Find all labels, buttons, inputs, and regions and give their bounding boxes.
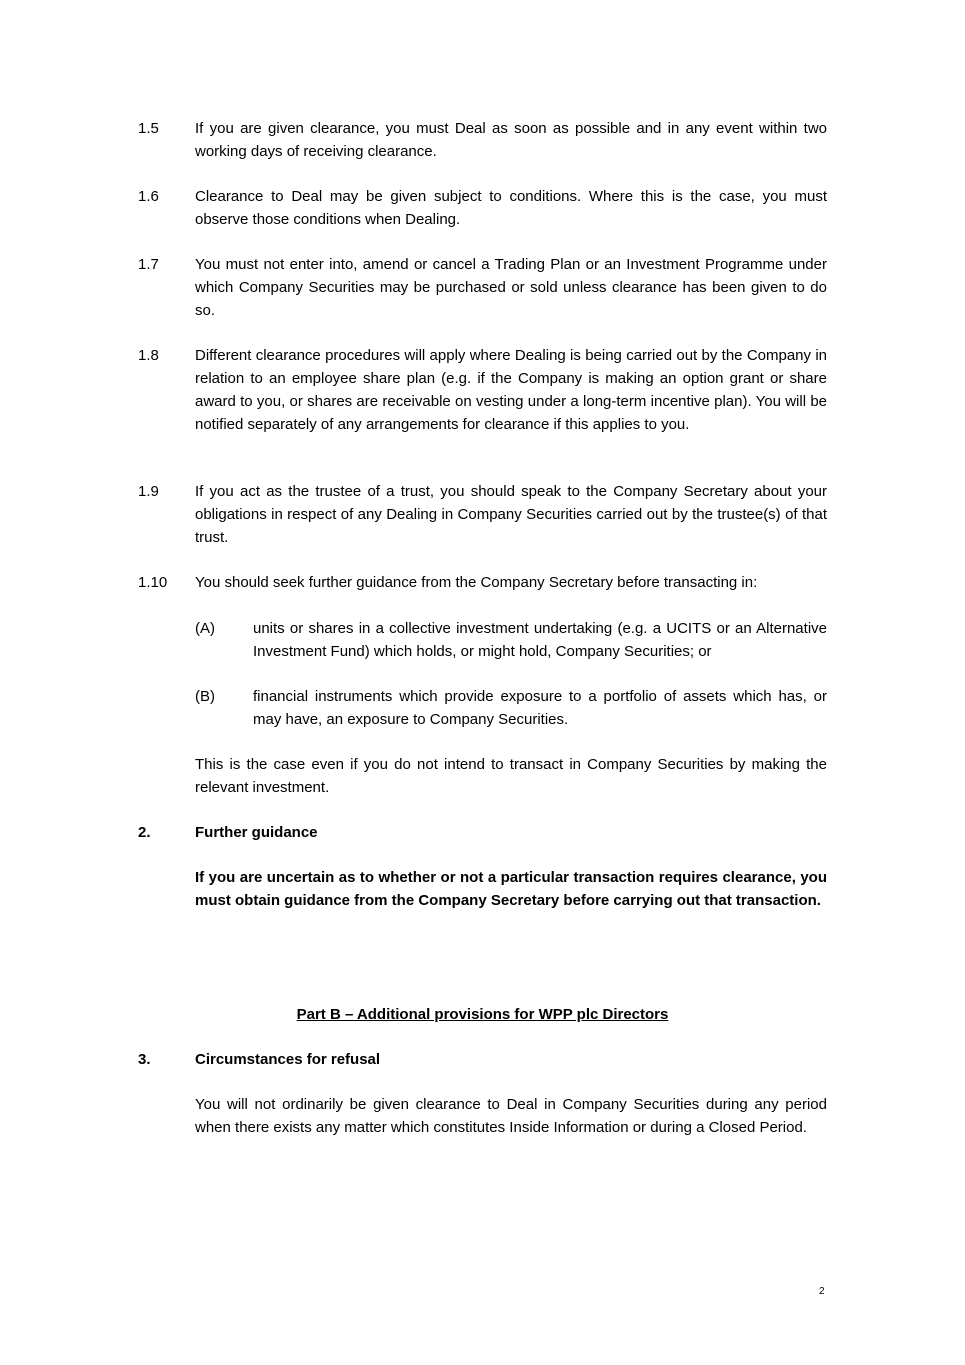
clause-1-10-closing: This is the case even if you do not intend to transact in Company Securities by making the relevant investment. xyxy=(195,756,827,796)
section-2-heading xyxy=(138,821,827,844)
clause-number: 1.6 xyxy=(138,188,159,205)
clause-text: If you act as the trustee of a trust, you should speak to the Company Secretary about your obligations in respect of any Dealing in Company Securities carried out by the trustee(s) of that trust. xyxy=(195,483,827,546)
subclause-label: (A) xyxy=(195,620,215,637)
subclause-label: (B) xyxy=(195,688,215,705)
section-2-text: If you are uncertain as to whether or not a particular transaction requires clearance, you must obtain guidance from the Company Secretary before carrying out that transaction. xyxy=(195,869,827,909)
section-3-text: You will not ordinarily be given clearance to Deal in Company Securities during any period when there exists any matter which constitutes Inside Information or during a Closed Period. xyxy=(195,1096,827,1136)
page-number: 2 xyxy=(819,1286,825,1297)
clause-text: Clearance to Deal may be given subject to conditions. Where this is the case, you must observe those conditions when Dealing. xyxy=(195,188,827,228)
clause-text: You should seek further guidance from the Company Secretary before transacting in: xyxy=(195,574,758,591)
clause-1-7 xyxy=(138,253,827,322)
section-number: 2. xyxy=(138,824,151,841)
section-number: 3. xyxy=(138,1051,151,1068)
part-b-title: Part B – Additional provisions for WPP plc Directors xyxy=(296,1006,669,1023)
clause-1-5 xyxy=(138,117,827,163)
clause-number: 1.10 xyxy=(138,574,168,591)
section-heading: Circumstances for refusal xyxy=(195,1051,381,1068)
clause-number: 1.9 xyxy=(138,483,159,500)
clause-number: 1.7 xyxy=(138,256,159,273)
section-heading: Further guidance xyxy=(195,824,318,841)
clause-number: 1.8 xyxy=(138,347,159,364)
clause-text: If you are given clearance, you must Deal as soon as possible and in any event within two working days of receiving clearance. xyxy=(195,120,827,160)
subclause-b xyxy=(195,685,827,731)
subclause-text: financial instruments which provide exposure to a portfolio of assets which has, or may have, an exposure to Company Securities. xyxy=(253,688,827,728)
clause-1-6 xyxy=(138,185,827,231)
clause-text: You must not enter into, amend or cancel a Trading Plan or an Investment Programme under which Company Securities may be purchased or sold unless clearance has been given to do so. xyxy=(195,256,827,319)
clause-number: 1.5 xyxy=(138,120,159,137)
clause-1-10 xyxy=(138,571,827,594)
clause-text: Different clearance procedures will apply where Dealing is being carried out by the Company in relation to an employee share plan (e.g. if the Company is making an option grant or share award to you, or shares are receivable on vesting under a long-term incentive plan). You will be notified separately of any arrangements for clearance if this applies to you. xyxy=(195,347,827,433)
clause-1-9 xyxy=(138,480,827,549)
subclause-a xyxy=(195,617,827,663)
clause-1-8 xyxy=(138,344,827,436)
subclause-text: units or shares in a collective investment undertaking (e.g. a UCITS or an Alternative Investment Fund) which holds, or might hold, Company Securities; or xyxy=(253,620,827,660)
section-3-heading xyxy=(138,1048,827,1071)
